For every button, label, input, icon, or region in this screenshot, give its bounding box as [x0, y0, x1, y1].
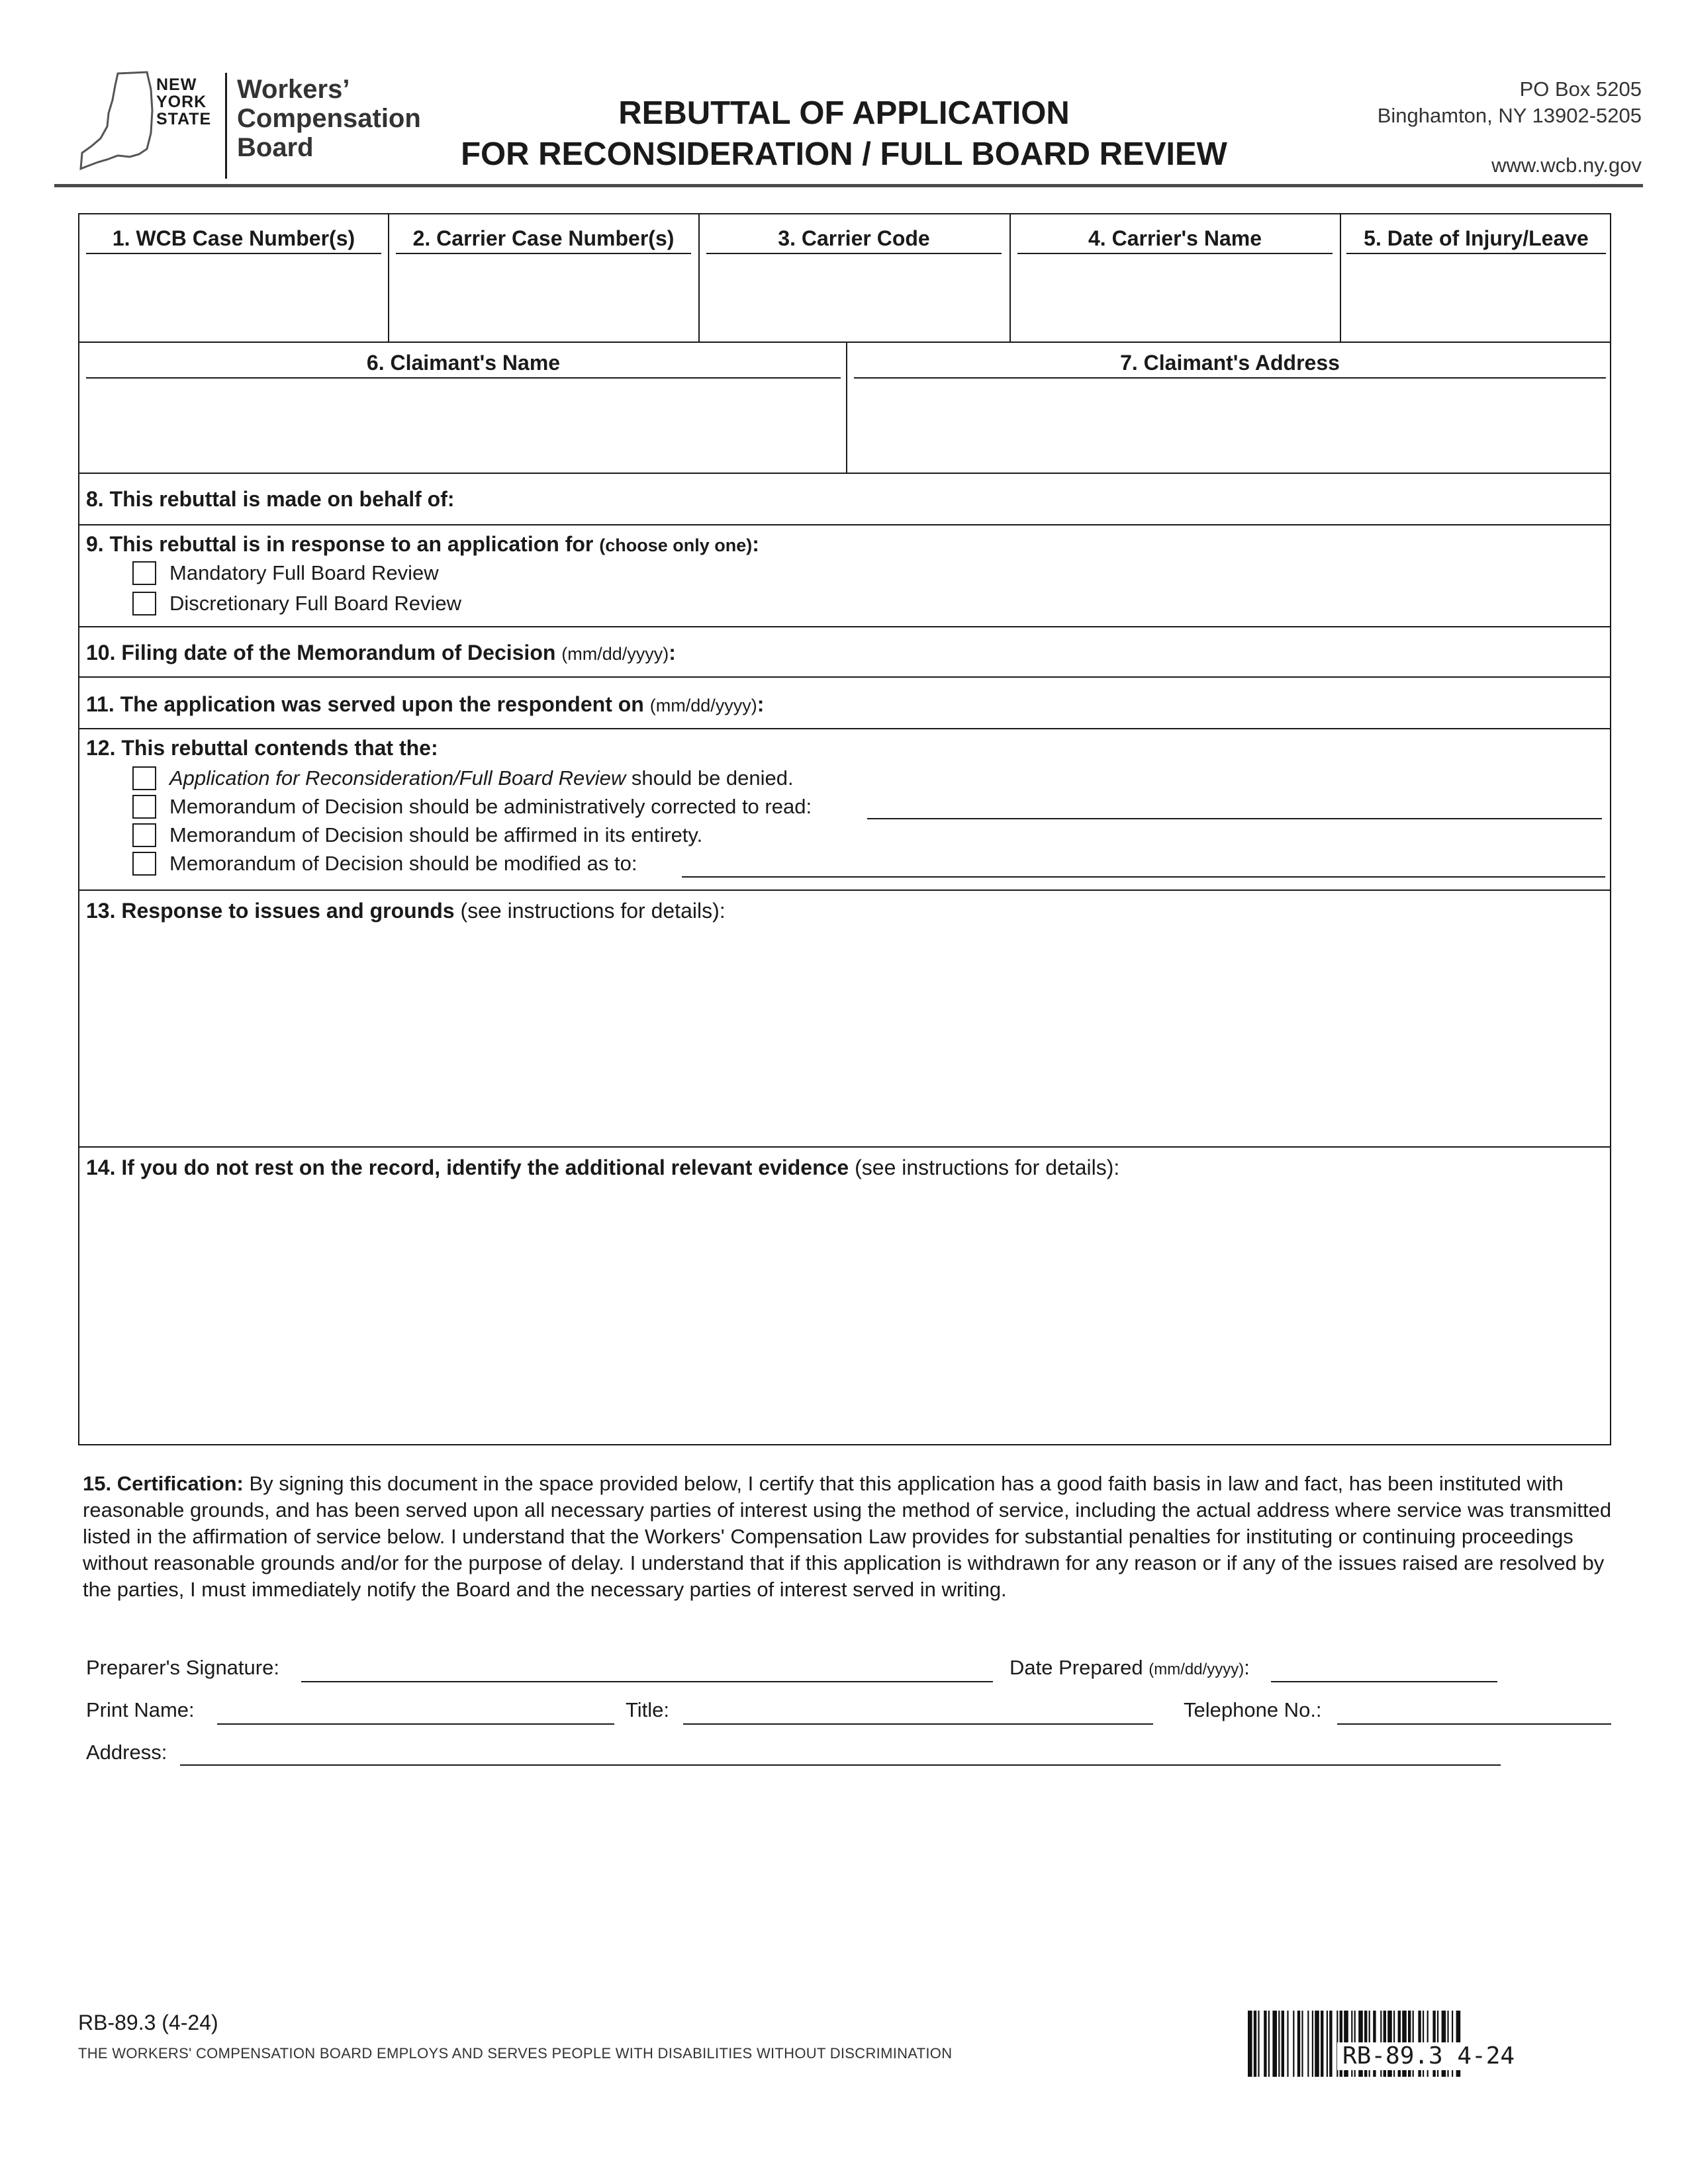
additional-evidence-label-text: 14. If you do not rest on the record, identify the additional relevant evidence [86, 1156, 849, 1179]
row-divider [79, 728, 1610, 729]
carrier-case-number-field[interactable] [392, 257, 695, 339]
row-divider [79, 626, 1610, 627]
additional-evidence-label [86, 1156, 1119, 1180]
barcode-bar [1268, 2011, 1270, 2077]
claimant-name-field[interactable] [82, 381, 843, 471]
title-line-1: REBUTTAL OF APPLICATION [618, 95, 1070, 131]
date-prepared-text: Date Prepared [1009, 1656, 1143, 1679]
option-discretionary-review[interactable] [132, 592, 461, 615]
carrier-name-field[interactable] [1013, 257, 1336, 339]
option-mandatory-review[interactable] [132, 561, 439, 585]
discretionary-review-text: Discretionary Full Board Review [169, 592, 462, 615]
application-type-colon: : [752, 532, 759, 556]
carrier-case-number-label: 2. Carrier Case Number(s) [412, 226, 675, 250]
form-number: RB-89.3 (4-24) [78, 2011, 218, 2034]
wcb-case-number-field[interactable] [82, 257, 385, 339]
barcode-bar [1258, 2011, 1259, 2077]
served-date-field[interactable] [880, 679, 1602, 725]
date-of-injury-label: 5. Date of Injury/Leave [1364, 226, 1589, 250]
barcode-bar [1278, 2011, 1280, 2077]
certification-text [83, 1471, 1618, 1603]
barcode-bar [1287, 2011, 1288, 2077]
website-link[interactable]: www.wcb.ny.gov [1491, 154, 1642, 177]
served-date-label-text: 11. The application was served upon the respondent on [86, 692, 644, 716]
contends-label: 12. This rebuttal contends that the: [86, 736, 438, 760]
logo-agency-line: Board [237, 133, 314, 162]
date-of-injury-field[interactable] [1344, 257, 1609, 339]
title-label: Title: [626, 1698, 670, 1721]
served-date-label [86, 692, 764, 717]
address-line-2: Binghamton, NY 13902-5205 [1377, 104, 1642, 127]
row-divider [79, 1146, 1610, 1148]
application-type-label [86, 532, 759, 557]
barcode [1248, 2011, 1613, 2077]
barcode-bar [1248, 2011, 1252, 2077]
additional-evidence-textarea[interactable] [83, 1187, 1606, 1441]
option-corrected[interactable] [132, 795, 812, 819]
barcode-bar [1329, 2011, 1332, 2077]
barcode-bar [1297, 2011, 1300, 2077]
carrier-code-field[interactable] [702, 257, 1006, 339]
barcode-bar [1327, 2011, 1328, 2077]
deny-application-text: should be denied. [626, 766, 794, 790]
date-prepared-line[interactable] [1271, 1681, 1497, 1682]
logo-state-line: YORK [156, 93, 207, 111]
claimant-address-field[interactable] [850, 381, 1609, 471]
carrier-code-label: 3. Carrier Code [778, 226, 930, 250]
certification-body: By signing this document in the space provided below, I certify that this application has a good faith basis in law and fact, has been instituted with reasonable grounds, and has been served upon all necessary parties of interest using the method of service, including the actual address where service was transmitted listed in the affirmation of service below. I understand that the Workers' Compensation Law provides for substantial penalties for instituting or continuing proceedings without reasonable grounds and/or for the purpose of delay. I understand that if this application is withdrawn for any reason or if any of the issues raised are resolved by the parties, I must immediately notify the Board and the necessary parties of interest served in writing. [83, 1472, 1612, 1601]
application-type-hint: (choose only one) [599, 535, 753, 555]
discretionary-review-checkbox[interactable] [132, 592, 156, 615]
mailing-address [1378, 76, 1642, 129]
preparer-signature-label: Preparer's Signature: [86, 1656, 279, 1679]
response-issues-textarea[interactable] [83, 931, 1606, 1142]
filing-date-colon: : [669, 641, 676, 664]
logo-state-line: NEW [156, 75, 197, 94]
application-type-label-text: 9. This rebuttal is in response to an application for [86, 532, 594, 556]
barcode-bar [1301, 2011, 1303, 2077]
mandatory-review-checkbox[interactable] [132, 561, 156, 585]
row-divider [79, 676, 1610, 678]
wcb-case-number-label: 1. WCB Case Number(s) [112, 226, 355, 250]
response-issues-hint: (see instructions for details): [454, 899, 726, 923]
claimant-name-underline [86, 377, 841, 379]
address-label: Address: [86, 1741, 167, 1764]
questions-block [78, 473, 1611, 1445]
address-line-1: PO Box 5205 [1519, 77, 1642, 101]
print-name-label: Print Name: [86, 1698, 195, 1721]
certification-label: 15. Certification: [83, 1472, 244, 1495]
behalf-of-label: 8. This rebuttal is made on behalf of: [86, 487, 455, 511]
served-date-hint: (mm/dd/yyyy) [649, 696, 757, 715]
mandatory-review-text: Mandatory Full Board Review [169, 561, 439, 584]
filing-date-field[interactable] [794, 629, 1602, 674]
title-line[interactable] [683, 1723, 1153, 1725]
col-divider [388, 214, 389, 343]
modified-as-to-line[interactable] [682, 876, 1605, 878]
affirmed-text: Memorandum of Decision should be affirmed in its entirety. [169, 823, 703, 846]
carrier-name-underline [1017, 253, 1333, 254]
logo-state-line: STATE [156, 110, 212, 128]
barcode-text: RB-89.3 4-24 [1337, 2042, 1520, 2070]
application-title-italic: Application for Reconsideration/Full Board Review [169, 766, 626, 790]
carrier-code-underline [706, 253, 1002, 254]
claimant-row [78, 341, 1611, 474]
barcode-bar [1321, 2011, 1323, 2077]
additional-evidence-hint: (see instructions for details): [849, 1156, 1120, 1179]
logo-agency-line: Workers’ [237, 75, 350, 104]
non-discrimination-notice: THE WORKERS' COMPENSATION BOARD EMPLOYS AND SERVES PEOPLE WITH DISABILITIES WITHOUT DISCRIMINATION [78, 2045, 953, 2062]
row-divider [79, 889, 1610, 891]
filing-date-label [86, 641, 676, 665]
barcode-bar [1293, 2011, 1294, 2077]
header-divider [54, 184, 1643, 187]
modified-text: Memorandum of Decision should be modified as to: [169, 852, 637, 875]
print-name-line[interactable] [217, 1723, 614, 1725]
telephone-label: Telephone No.: [1184, 1698, 1322, 1721]
telephone-line[interactable] [1337, 1723, 1611, 1725]
corrected-checkbox[interactable] [132, 795, 156, 819]
barcode-bar [1307, 2011, 1309, 2077]
barcode-bar [1312, 2011, 1313, 2077]
carrier-name-label: 4. Carrier's Name [1088, 226, 1262, 250]
barcode-bar [1264, 2011, 1266, 2077]
filing-date-label-text: 10. Filing date of the Memorandum of Decision [86, 641, 556, 664]
claimant-address-label: 7. Claimant's Address [1120, 351, 1340, 375]
wcb-case-number-underline [86, 253, 381, 254]
corrected-text: Memorandum of Decision should be administratively corrected to read: [169, 795, 812, 818]
date-of-injury-underline [1346, 253, 1606, 254]
barcode-bar [1282, 2011, 1284, 2077]
option-affirmed[interactable] [132, 823, 702, 847]
barcode-bar [1315, 2011, 1319, 2077]
title-line-2: FOR RECONSIDERATION / FULL BOARD REVIEW [461, 136, 1227, 172]
date-prepared-colon: : [1244, 1656, 1250, 1679]
response-issues-label-text: 13. Response to issues and grounds [86, 899, 455, 923]
logo-agency-line: Compensation [237, 104, 421, 133]
col-divider [846, 343, 847, 474]
col-divider [1009, 214, 1011, 343]
date-prepared-hint: (mm/dd/yyyy) [1149, 1661, 1244, 1678]
filing-date-hint: (mm/dd/yyyy) [561, 644, 669, 664]
corrected-to-read-line[interactable] [867, 818, 1602, 819]
option-modified[interactable] [132, 852, 637, 876]
deny-application-checkbox[interactable] [132, 766, 156, 790]
served-date-colon: : [757, 692, 765, 716]
case-info-row [78, 213, 1611, 343]
barcode-bar [1254, 2011, 1256, 2077]
affirmed-checkbox[interactable] [132, 823, 156, 847]
date-prepared-label [1009, 1656, 1250, 1680]
modified-checkbox[interactable] [132, 852, 156, 876]
col-divider [1340, 214, 1341, 343]
claimant-address-underline [854, 377, 1606, 379]
row-divider [79, 524, 1610, 525]
option-deny-application[interactable] [132, 766, 794, 790]
response-issues-label [86, 899, 726, 923]
col-divider [698, 214, 700, 343]
address-line[interactable] [180, 1764, 1501, 1766]
barcode-bar [1272, 2011, 1277, 2077]
preparer-signature-line[interactable] [301, 1681, 993, 1682]
behalf-of-field[interactable] [516, 477, 1602, 522]
claimant-name-label: 6. Claimant's Name [366, 351, 561, 375]
carrier-case-number-underline [396, 253, 691, 254]
